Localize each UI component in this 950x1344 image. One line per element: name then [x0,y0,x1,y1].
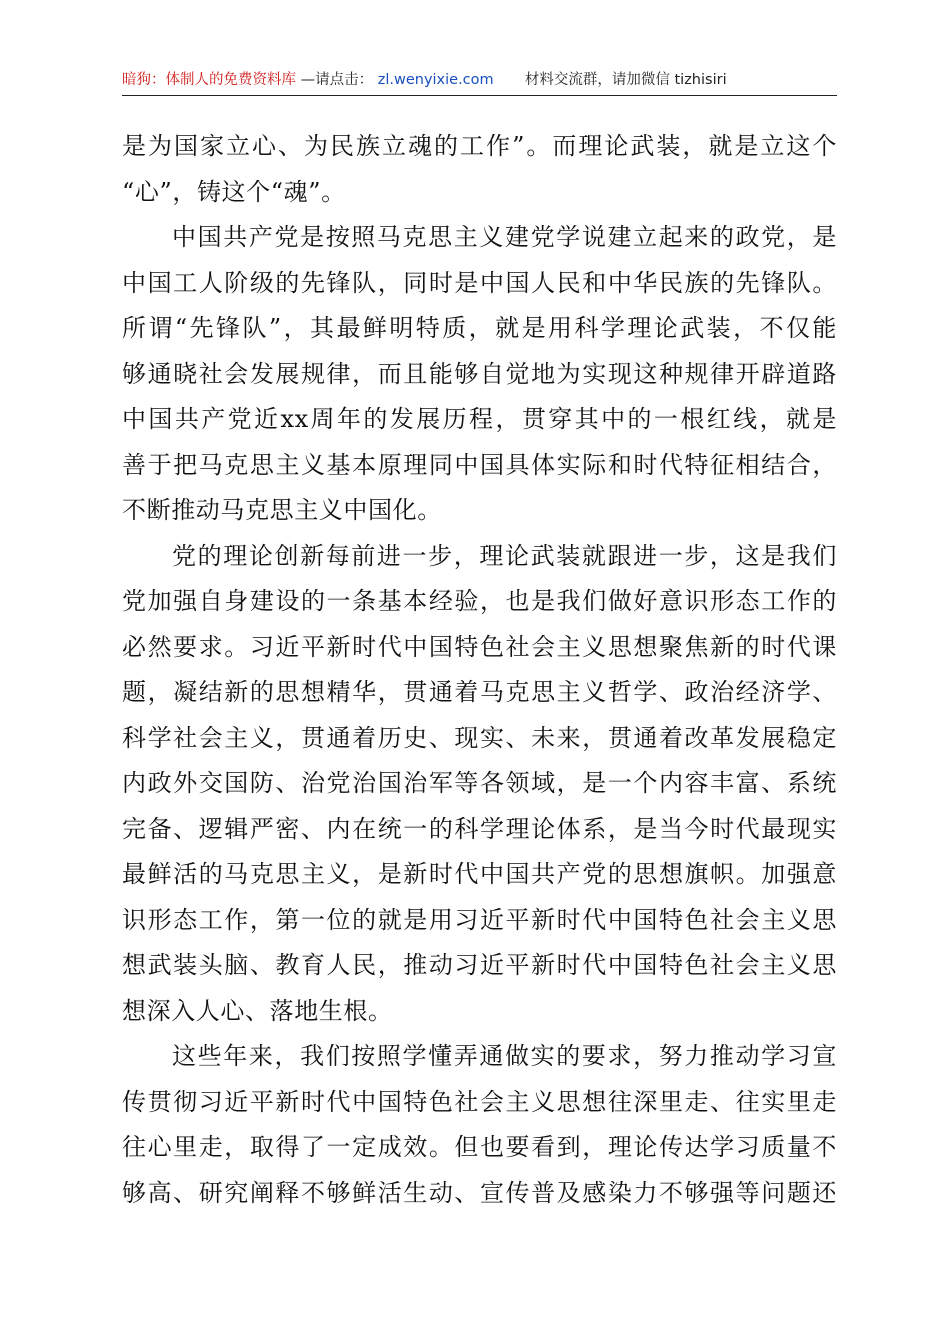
page-header [122,66,837,94]
text-line: 识形态工作，第一位的就是用习近平新时代中国特色社会主义思 [122,905,837,934]
text-line: 完备、逻辑严密、内在统一的科学理论体系，是当今时代最现实 [122,814,837,843]
text-line: “心”，铸这个“魂”。 [122,177,346,206]
document-body [122,124,837,1216]
header-brand: 暗狗：体制人的免费资料库 [122,72,296,88]
text-line: 善于把马克思主义基本原理同中国具体实际和时代特征相结合， [122,450,837,479]
text-line: 不断推动马克思主义中国化。 [122,496,442,524]
text-line: 党加强自身建设的一条基本经验，也是我们做好意识形态工作的 [122,587,837,615]
text-line: 必然要求。习近平新时代中国特色社会主义思想聚焦新的时代课 [122,632,837,661]
text-line: 是为国家立心、为民族立魂的工作”。而理论武装，就是立这个 [122,132,837,160]
text-line: 党的理论创新每前进一步，理论武装就跟进一步，这是我们 [172,541,837,570]
header-click-prefix: —请点击： [300,72,374,88]
text-line: 想深入人心、落地生根。 [122,996,393,1025]
text-line: 科学社会主义，贯通着历史、现实、未来，贯通着改革发展稳定 [122,723,837,752]
text-line: 最鲜活的马克思主义，是新时代中国共产党的思想旗帜。加强意 [122,860,837,888]
text-line: 够通晓社会发展规律，而且能够自觉地为实现这种规律开辟道路 [122,359,837,388]
text-line: 这些年来，我们按照学懂弄通做实的要求，努力推动学习宣 [172,1042,837,1070]
text-line: 中国共产党是按照马克思主义建党学说建立起来的政党，是 [172,223,837,251]
text-line: 想武装头脑、教育人民，推动习近平新时代中国特色社会主义思 [122,951,837,979]
text-line: 所谓“先锋队”，其最鲜明特质，就是用科学理论武装，不仅能 [122,314,837,342]
header-divider [122,95,837,96]
header-url-link[interactable]: zl.wenyixie.com [377,72,494,88]
text-line: 往心里走，取得了一定成效。但也要看到，理论传达学习质量不 [122,1133,837,1161]
header-contact: 材料交流群，请加微信 tizhisiri [524,72,727,88]
text-line: 传贯彻习近平新时代中国特色社会主义思想往深里走、往实里走 [122,1087,837,1116]
text-line: 中国工人阶级的先锋队，同时是中国人民和中华民族的先锋队。 [122,268,837,297]
text-line: 内政外交国防、治党治国治军等各领域，是一个内容丰富、系统 [122,769,837,797]
text-line: 中国共产党近xx周年的发展历程，贯穿其中的一根红线，就是 [122,405,837,433]
text-line: 够高、研究阐释不够鲜活生动、宣传普及感染力不够强等问题还 [122,1178,837,1207]
text-line: 题，凝结新的思想精华，贯通着马克思主义哲学、政治经济学、 [122,678,837,706]
